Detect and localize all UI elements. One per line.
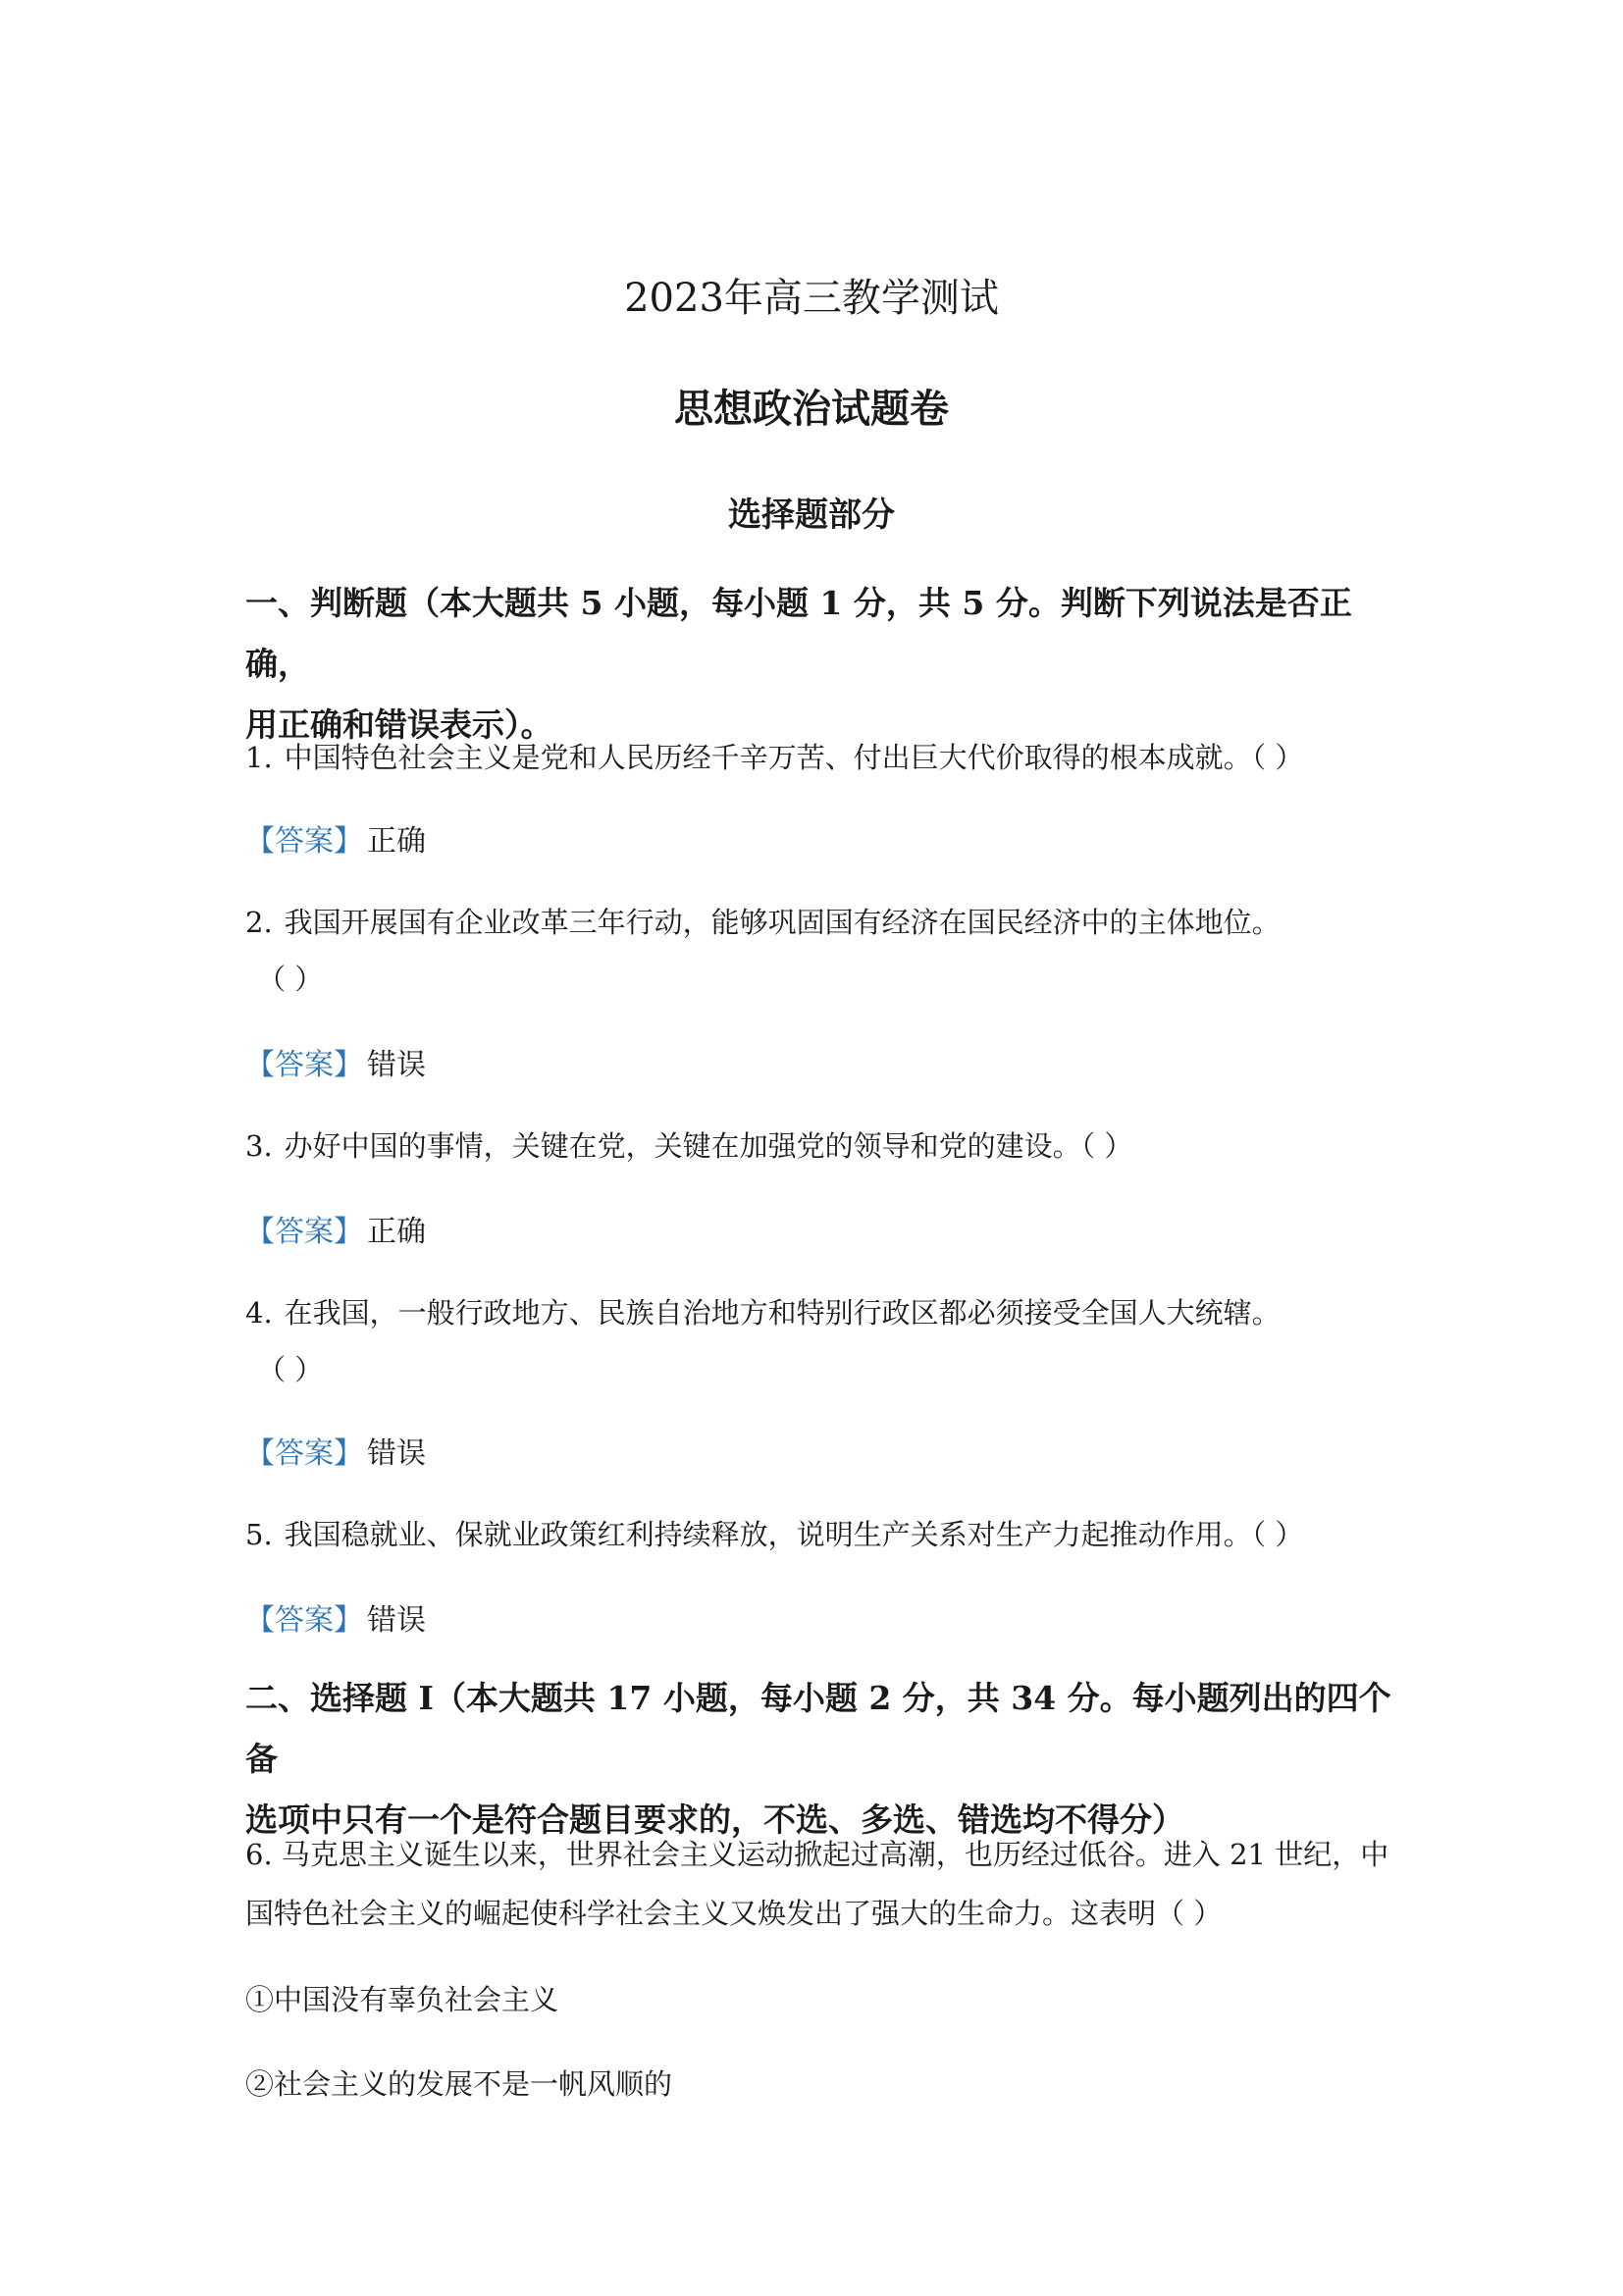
section1-heading-line2: 用正确和错误表示）。 [245, 705, 553, 744]
section1-heading [245, 573, 1403, 756]
answer-label: 【答案】 [245, 1603, 363, 1638]
answer-label: 【答案】 [245, 1215, 363, 1249]
question-5 [245, 1509, 1303, 1560]
option-2: ②社会主义的发展不是一帆风顺的 [245, 2067, 673, 2101]
question-text: 办好中国的事情，关键在党，关键在加强党的领导和党的建设。（ ） [284, 1129, 1133, 1163]
question-6 [245, 1825, 1403, 1943]
section1-heading-line1: 一、判断题（本大题共 5 小题，每小题 1 分，共 5 分。判断下列说法是否正确， [245, 584, 1352, 683]
section2-heading-line2: 选项中只有一个是符合题目要求的，不选、多选、错选均不得分） [245, 1800, 1184, 1839]
question-6-line2: 国特色社会主义的崛起使科学社会主义又焕发出了强大的生命力。这表明（ ） [245, 1897, 1223, 1930]
question-2 [245, 897, 1281, 948]
answer-blank-4: （ ） [257, 1353, 324, 1386]
answer-value: 错误 [367, 1048, 426, 1082]
question-1 [245, 732, 1303, 783]
question-4 [245, 1287, 1281, 1338]
option-1: ①中国没有辜负社会主义 [245, 1983, 559, 2016]
question-number: 5. [245, 1518, 273, 1551]
question-text: 我国稳就业、保就业政策红利持续释放，说明生产关系对生产力起推动作用。（ ） [284, 1518, 1304, 1551]
section2-heading-line1: 二、选择题 I（本大题共 17 小题，每小题 2 分，共 34 分。每小题列出的四个备 [245, 1679, 1391, 1778]
question-number: 3. [245, 1129, 273, 1163]
answer-blank-2: （ ） [257, 963, 324, 996]
question-6-line1: 6. 马克思主义诞生以来，世界社会主义运动掀起过高潮，也历经过低谷。进入 21 世纪，中 [245, 1838, 1389, 1871]
answer-value: 正确 [367, 824, 426, 859]
answer-label: 【答案】 [245, 824, 363, 859]
exam-title: 2023年高三教学测试 [624, 276, 999, 321]
answer-1 [245, 816, 426, 860]
answer-4 [245, 1429, 426, 1472]
answer-value: 正确 [367, 1215, 426, 1249]
section2-heading [245, 1668, 1403, 1851]
question-number: 4. [245, 1296, 273, 1330]
question-text: 中国特色社会主义是党和人民历经千辛万苦、付出巨大代价取得的根本成就。（ ） [284, 741, 1304, 774]
question-number: 1. [245, 741, 273, 774]
question-text: 我国开展国有企业改革三年行动，能够巩固国有经济在国民经济中的主体地位。 [284, 906, 1281, 939]
question-number: 2. [245, 906, 273, 939]
exam-subtitle: 思想政治试题卷 [674, 386, 949, 432]
answer-2 [245, 1040, 426, 1083]
answer-value: 错误 [367, 1603, 426, 1638]
question-text: 在我国，一般行政地方、民族自治地方和特别行政区都必须接受全国人大统辖。 [284, 1296, 1281, 1330]
answer-value: 错误 [367, 1436, 426, 1471]
answer-3 [245, 1207, 426, 1250]
part-heading: 选择题部分 [728, 496, 895, 535]
answer-5 [245, 1595, 426, 1639]
answer-label: 【答案】 [245, 1436, 363, 1471]
answer-label: 【答案】 [245, 1048, 363, 1082]
question-3 [245, 1121, 1132, 1172]
